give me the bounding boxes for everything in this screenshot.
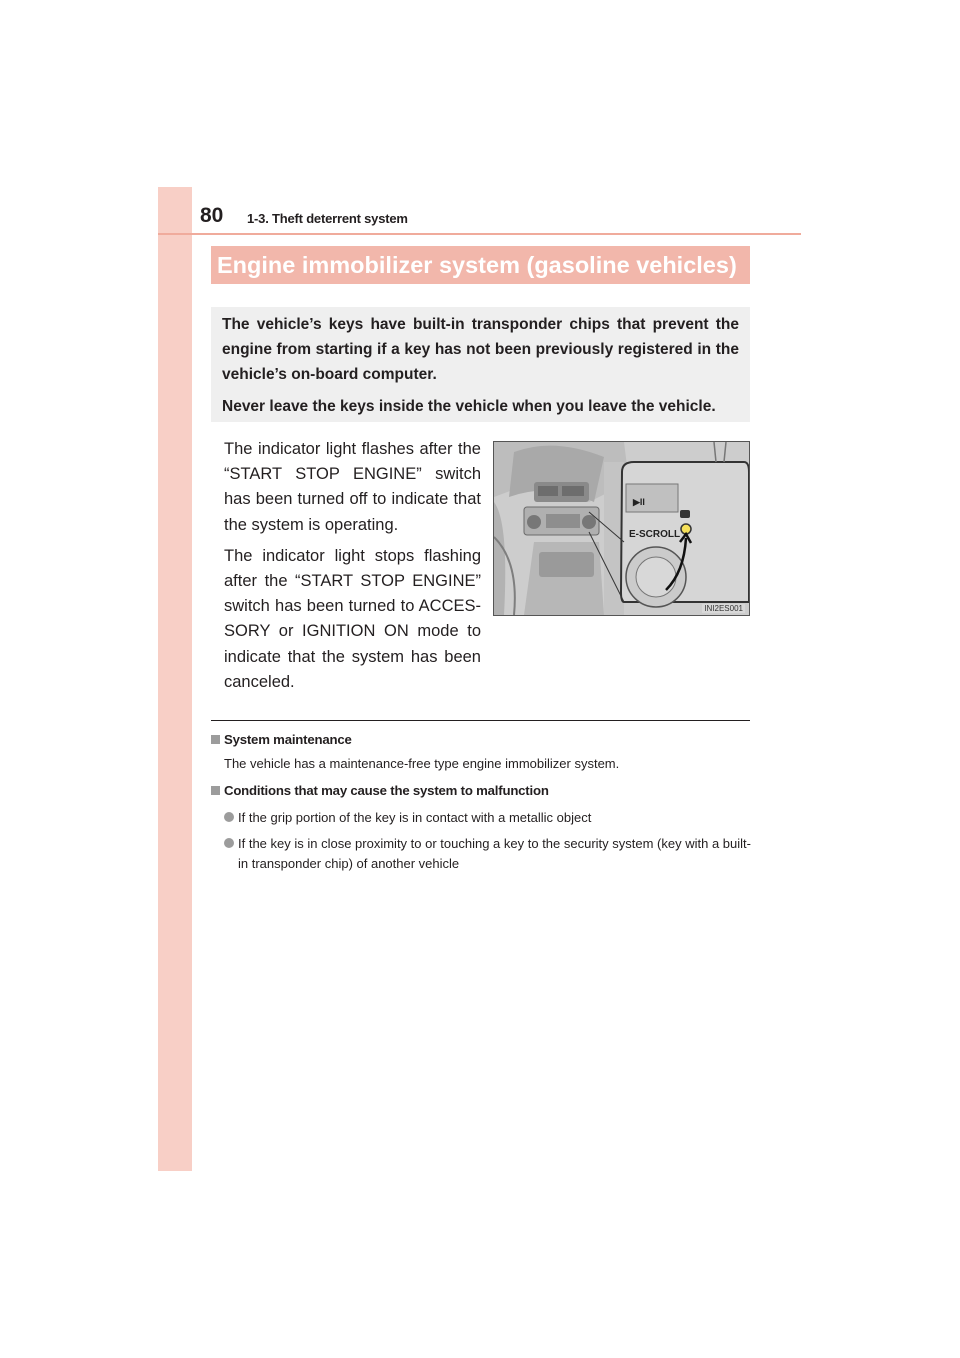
illustration-code: INI2ES001 [704,604,743,613]
section-divider [211,720,750,721]
list-item-text: If the key is in close proximity to or touching a key to the security system (key with a built-in transponder chip) of another vehicle [238,836,751,871]
note-heading: Conditions that may cause the system to malfunction [224,783,549,798]
dashboard-drawing [494,442,749,615]
square-bullet-icon [211,786,220,795]
note-system-maintenance [211,732,751,771]
square-bullet-icon [211,735,220,744]
page-title: Engine immobilizer system (gasoline vehicles) [211,246,750,284]
circle-bullet-icon [224,812,234,822]
list-item [224,808,752,828]
body-paragraph-1: The indicator light flashes after the “START STOP ENGINE” switch has been turned off to indicate that the system is operating. [224,440,481,534]
side-tab-strip [158,187,192,1171]
circle-bullet-icon [224,838,234,848]
scroll-button-label: E-SCROLL [629,529,681,540]
intro-box [211,307,750,422]
intro-paragraph: The vehicle’s keys have built-in transponder chips that prevent the engine from starting if a key has not been previously registered in the vehicle’s on-board computer. [222,316,739,383]
body-paragraph-2: The indicator light stops flashing after the “START STOP ENGINE” switch has been turned to ACCES-SORY or IGNITION ON mode to indicate that the system has been canceled. [224,546,481,691]
page-number: 80 [200,204,224,227]
header-rule [158,233,801,235]
play-pause-label: ▶II [633,497,645,507]
body-text [224,437,481,701]
dashboard-illustration [493,441,750,616]
list-item [224,834,752,873]
note-malfunction-conditions [211,783,751,798]
section-label: 1-3. Theft deterrent system [247,211,408,226]
intro-warning: Never leave the keys inside the vehicle when you leave the vehicle. [222,398,716,415]
list-item-text: If the grip portion of the key is in contact with a metallic object [238,810,592,825]
note-text: The vehicle has a maintenance-free type engine immobilizer system. [224,756,620,771]
note-heading: System maintenance [224,732,352,747]
